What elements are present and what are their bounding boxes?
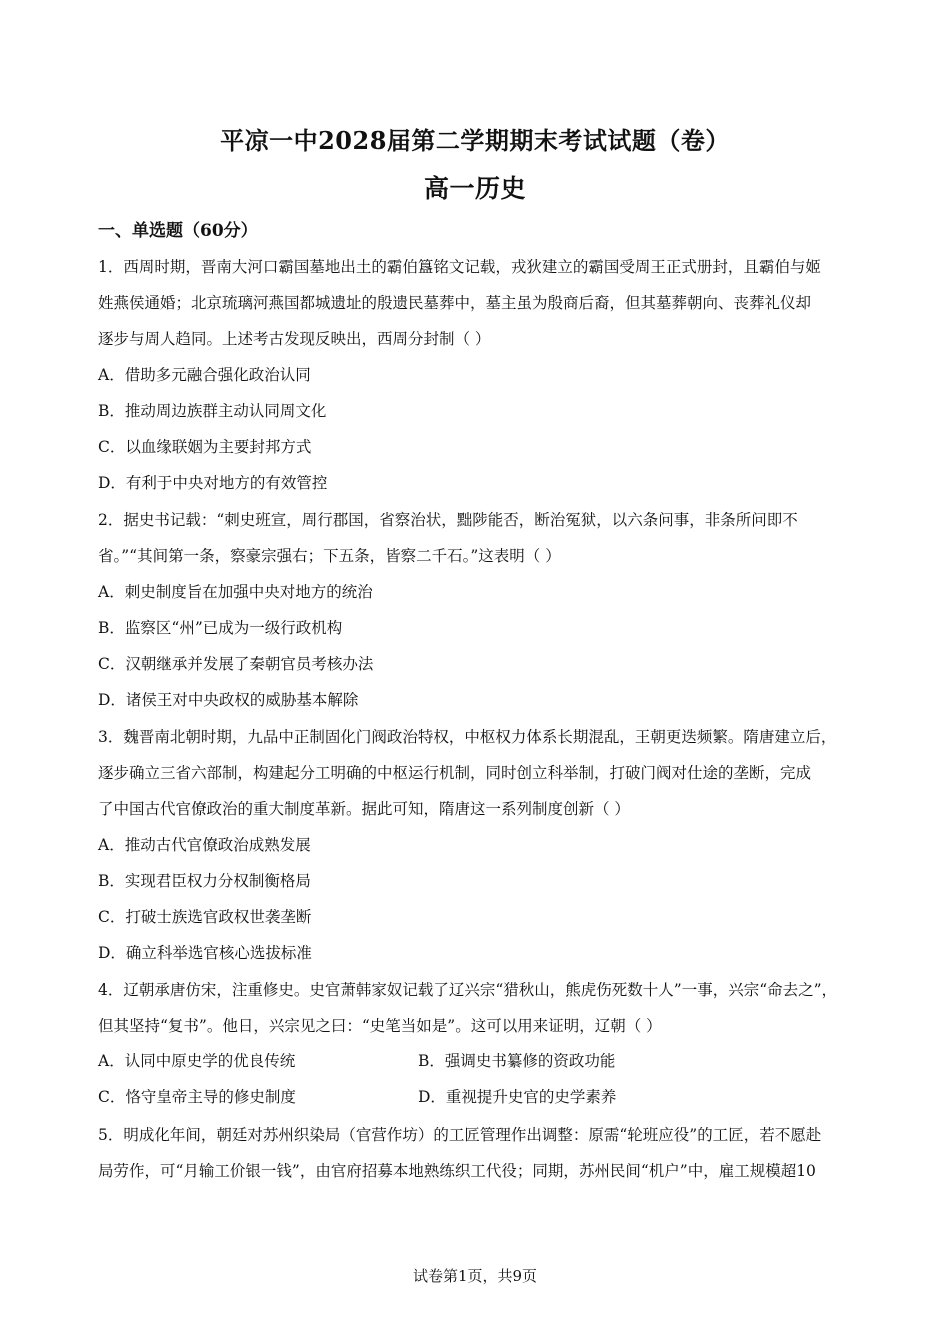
section-heading: 一、单选题（60分）: [98, 221, 258, 241]
question-2-line-1: 2．据史书记载：“刺史班宣，周行郡国，省察治状，黜陟能否，断治冤狱，以六条问事，非条所问即不: [98, 511, 798, 529]
question-3-line-3: 了中国古代官僚政治的重大制度革新。据此可知，隋唐这一系列制度创新（ ）: [98, 800, 630, 818]
question-4-option-a[interactable]: A．认同中原史学的优良传统: [98, 1052, 296, 1070]
question-2-option-c[interactable]: C．汉朝继承并发展了秦朝官员考核办法: [98, 655, 374, 673]
question-1-option-a[interactable]: A．借助多元融合强化政治认同: [98, 366, 311, 384]
exam-title: 平凉一中2028届第二学期期末考试试题（卷）: [220, 126, 730, 155]
question-3-option-d[interactable]: D．确立科举选官核心选拔标准: [98, 944, 312, 962]
question-1-option-d[interactable]: D．有利于中央对地方的有效管控: [98, 474, 328, 492]
question-4-option-c[interactable]: C．恪守皇帝主导的修史制度: [98, 1088, 296, 1106]
question-2-option-a[interactable]: A．刺史制度旨在加强中央对地方的统治: [98, 583, 373, 601]
question-3-line-1: 3．魏晋南北朝时期，九品中正制固化门阀政治特权，中枢权力体系长期混乱，王朝更迭频繁。隋唐建立后，: [98, 728, 837, 746]
question-4-option-b[interactable]: B．强调史书纂修的资政功能: [418, 1052, 616, 1070]
question-3-line-2: 逐步确立三省六部制，构建起分工明确的中枢运行机制，同时创立科举制，打破门阀对仕途的垄断，完成: [98, 764, 812, 782]
question-4-option-d[interactable]: D．重视提升史官的史学素养: [418, 1088, 617, 1106]
question-3-option-c[interactable]: C．打破士族选官政权世袭垄断: [98, 908, 312, 926]
exam-subject: 高一历史: [423, 174, 526, 203]
question-2-option-b[interactable]: B．监察区“州”已成为一级行政机构: [98, 619, 343, 637]
question-1-line-2: 姓燕侯通婚；北京琉璃河燕国都城遗址的殷遗民墓葬中，墓主虽为殷商后裔，但其墓葬朝向、丧葬礼仪却: [98, 294, 812, 312]
question-4-line-2: 但其坚持“复书”。他日，兴宗见之曰：“史笔当如是”。这可以用来证明，辽朝（ ）: [98, 1017, 662, 1035]
question-5-line-2: 局劳作，可“月输工价银一钱”，由官府招募本地熟练织工代役；同期，苏州民间“机户”中，雇工规模超10: [98, 1162, 816, 1180]
question-5-line-1: 5．明成化年间，朝廷对苏州织染局（官营作坊）的工匠管理作出调整：原需“轮班应役”的工匠，若不愿赴: [98, 1126, 822, 1144]
question-2-option-d[interactable]: D．诸侯王对中央政权的威胁基本解除: [98, 691, 359, 709]
question-1-line-1: 1．西周时期，晋南大河口霸国墓地出土的霸伯簋铭文记载，戎狄建立的霸国受周王正式册封，且霸伯与姬: [98, 258, 821, 276]
question-2-line-2: 省。”“其间第一条，察豪宗强右；下五条，皆察二千石。”这表明（ ）: [98, 547, 561, 565]
question-1-option-b[interactable]: B．推动周边族群主动认同周文化: [98, 402, 327, 420]
question-3-option-b[interactable]: B．实现君臣权力分权制衡格局: [98, 872, 311, 890]
question-3-option-a[interactable]: A．推动古代官僚政治成熟发展: [98, 836, 311, 854]
question-1-line-3: 逐步与周人趋同。上述考古发现反映出，西周分封制（ ）: [98, 330, 491, 348]
question-1-option-c[interactable]: C．以血缘联姻为主要封邦方式: [98, 438, 312, 456]
question-4-line-1: 4．辽朝承唐仿宋，注重修史。史官萧韩家奴记载了辽兴宗“猎秋山，熊虎伤死数十人”一事，兴宗“命去之”，: [98, 981, 838, 999]
page-footer: 试卷第1页，共9页: [412, 1267, 538, 1285]
